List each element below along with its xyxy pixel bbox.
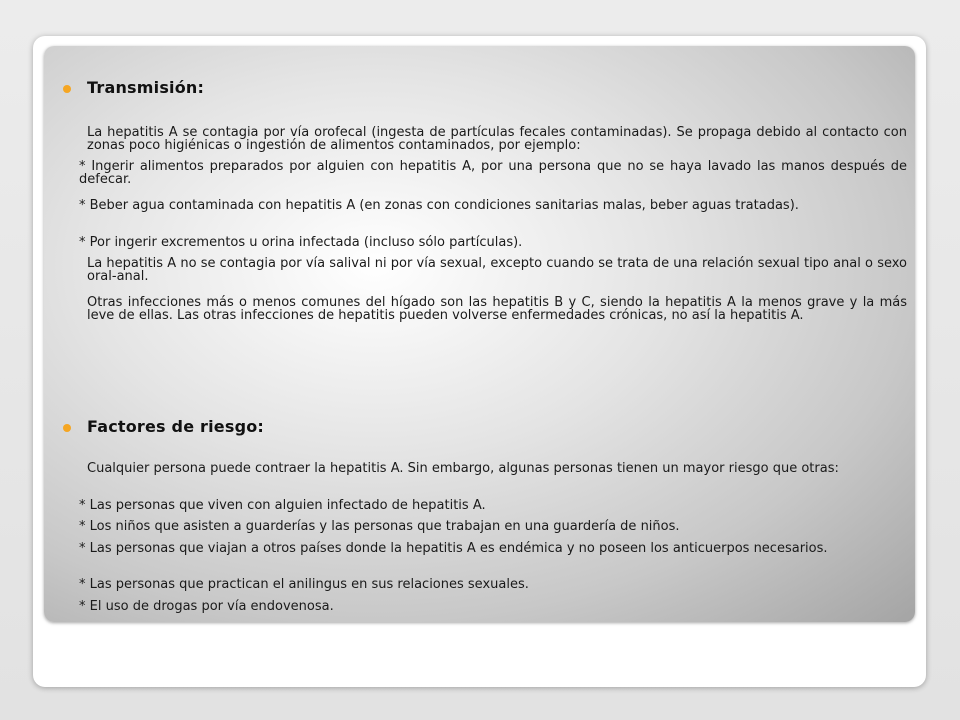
paragraph: * Las personas que practican el anilingus en sus relaciones sexuales. [79,577,529,592]
paragraph: Otras infecciones más o menos comunes del hígado son las hepatitis B y C, siendo la hepatitis A la menos grave y la más leve de ellas. Las otras infecciones de hepatitis pueden volverse enfermedades crónicas, no así la hepatitis A. [87,295,907,323]
paragraph: * Las personas que viajan a otros países donde la hepatitis A es endémica y no poseen los anticuerpos necesarios. [79,541,828,556]
bullet-icon [63,85,71,93]
paragraph: * Beber agua contaminada con hepatitis A (en zonas con condiciones sanitarias malas, beber aguas tratadas). [79,198,799,213]
paragraph: * El uso de drogas por vía endovenosa. [79,599,334,614]
section-heading-transmision: Transmisión: [87,78,205,97]
section-heading-factores: Factores de riesgo: [87,417,265,436]
paragraph: * Las personas que viven con alguien infectado de hepatitis A. [79,498,486,513]
paragraph: * Por ingerir excrementos u orina infectada (incluso sólo partículas). [79,235,523,250]
paragraph: * Ingerir alimentos preparados por alguien con hepatitis A, por una persona que no se haya lavado las manos después de defecar. [79,159,907,187]
paragraph: Cualquier persona puede contraer la hepatitis A. Sin embargo, algunas personas tienen un mayor riesgo que otras: [87,461,839,476]
paragraph: La hepatitis A no se contagia por vía salival ni por vía sexual, excepto cuando se trata de una relación sexual tipo anal o sexo oral-anal. [87,256,907,284]
paragraph: La hepatitis A se contagia por vía orofecal (ingesta de partículas fecales contaminadas). Se propaga debido al contacto con zonas poco higiénicas o ingestión de alimentos contaminados, por ejemplo: [87,125,907,153]
bullet-icon [63,424,71,432]
paragraph: * Los niños que asisten a guarderías y las personas que trabajan en una guardería de niños. [79,519,680,534]
